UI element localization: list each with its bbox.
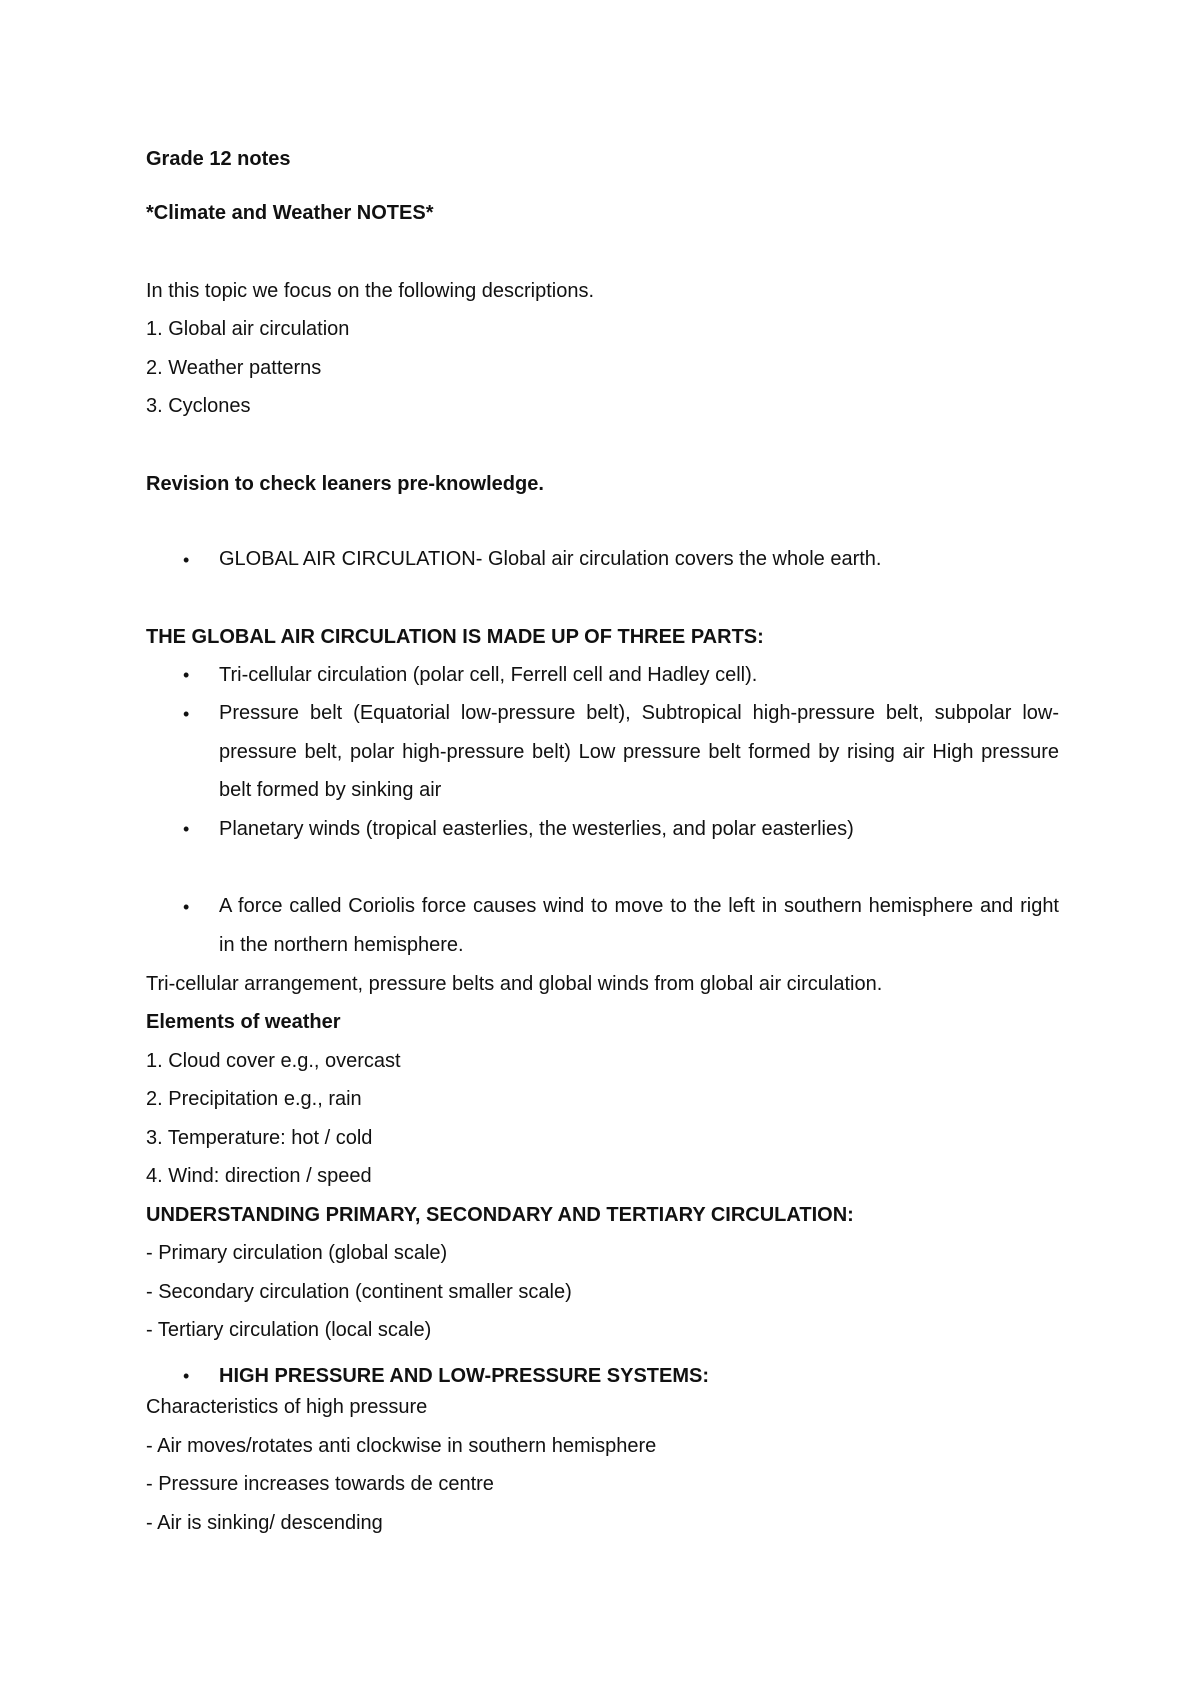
- high-pressure-item: - Air moves/rotates anti clockwise in southern hemisphere: [146, 1435, 657, 1457]
- high-pressure-heading: Characteristics of high pressure: [146, 1396, 428, 1418]
- element-item: 2. Precipitation e.g., rain: [146, 1088, 362, 1110]
- element-item: 4. Wind: direction / speed: [146, 1165, 372, 1187]
- parts-bullet: Tri-cellular circulation (polar cell, Ferrell cell and Hadley cell).: [219, 664, 758, 686]
- high-pressure-item: - Pressure increases towards de centre: [146, 1473, 494, 1495]
- revision-heading: Revision to check leaners pre-knowledge.: [146, 473, 544, 495]
- parts-bullet: Pressure belt (Equatorial low-pressure belt), Subtropical high-pressure belt, subpolar low-pressure belt, polar high-pressure belt) Low pressure belt formed by rising air High pressure belt formed by sinking air: [219, 702, 1059, 801]
- circulation-item: - Secondary circulation (continent smaller scale): [146, 1281, 572, 1303]
- doc-subtitle: *Climate and Weather NOTES*: [146, 202, 434, 224]
- pressure-systems-heading: HIGH PRESSURE AND LOW-PRESSURE SYSTEMS:: [219, 1365, 710, 1387]
- bullet-icon: •: [183, 1366, 190, 1386]
- topic-item: 1. Global air circulation: [146, 318, 350, 340]
- bullet-icon: •: [183, 819, 190, 839]
- bullet-icon: •: [183, 704, 190, 724]
- revision-bullet: GLOBAL AIR CIRCULATION- Global air circulation covers the whole earth.: [219, 548, 882, 570]
- circulation-item: - Tertiary circulation (local scale): [146, 1319, 432, 1341]
- parts-bullet: Planetary winds (tropical easterlies, the westerlies, and polar easterlies): [219, 818, 854, 840]
- circulation-heading: UNDERSTANDING PRIMARY, SECONDARY AND TERTIARY CIRCULATION:: [146, 1204, 854, 1226]
- bullet-icon: •: [183, 665, 190, 685]
- high-pressure-item: - Air is sinking/ descending: [146, 1512, 383, 1534]
- elements-heading: Elements of weather: [146, 1011, 341, 1033]
- topic-item: 2. Weather patterns: [146, 357, 322, 379]
- element-item: 3. Temperature: hot / cold: [146, 1127, 373, 1149]
- tricellular-summary: Tri-cellular arrangement, pressure belts and global winds from global air circulation.: [146, 973, 883, 995]
- coriolis-bullet: A force called Coriolis force causes wind to move to the left in southern hemisphere and right in the northern hemisphere.: [219, 895, 1059, 956]
- intro-text: In this topic we focus on the following descriptions.: [146, 280, 595, 302]
- element-item: 1. Cloud cover e.g., overcast: [146, 1050, 401, 1072]
- bullet-icon: •: [183, 897, 190, 917]
- topic-item: 3. Cyclones: [146, 395, 251, 417]
- circulation-item: - Primary circulation (global scale): [146, 1242, 448, 1264]
- parts-heading: THE GLOBAL AIR CIRCULATION IS MADE UP OF THREE PARTS:: [146, 626, 764, 648]
- doc-title: Grade 12 notes: [146, 148, 291, 170]
- bullet-icon: •: [183, 550, 190, 570]
